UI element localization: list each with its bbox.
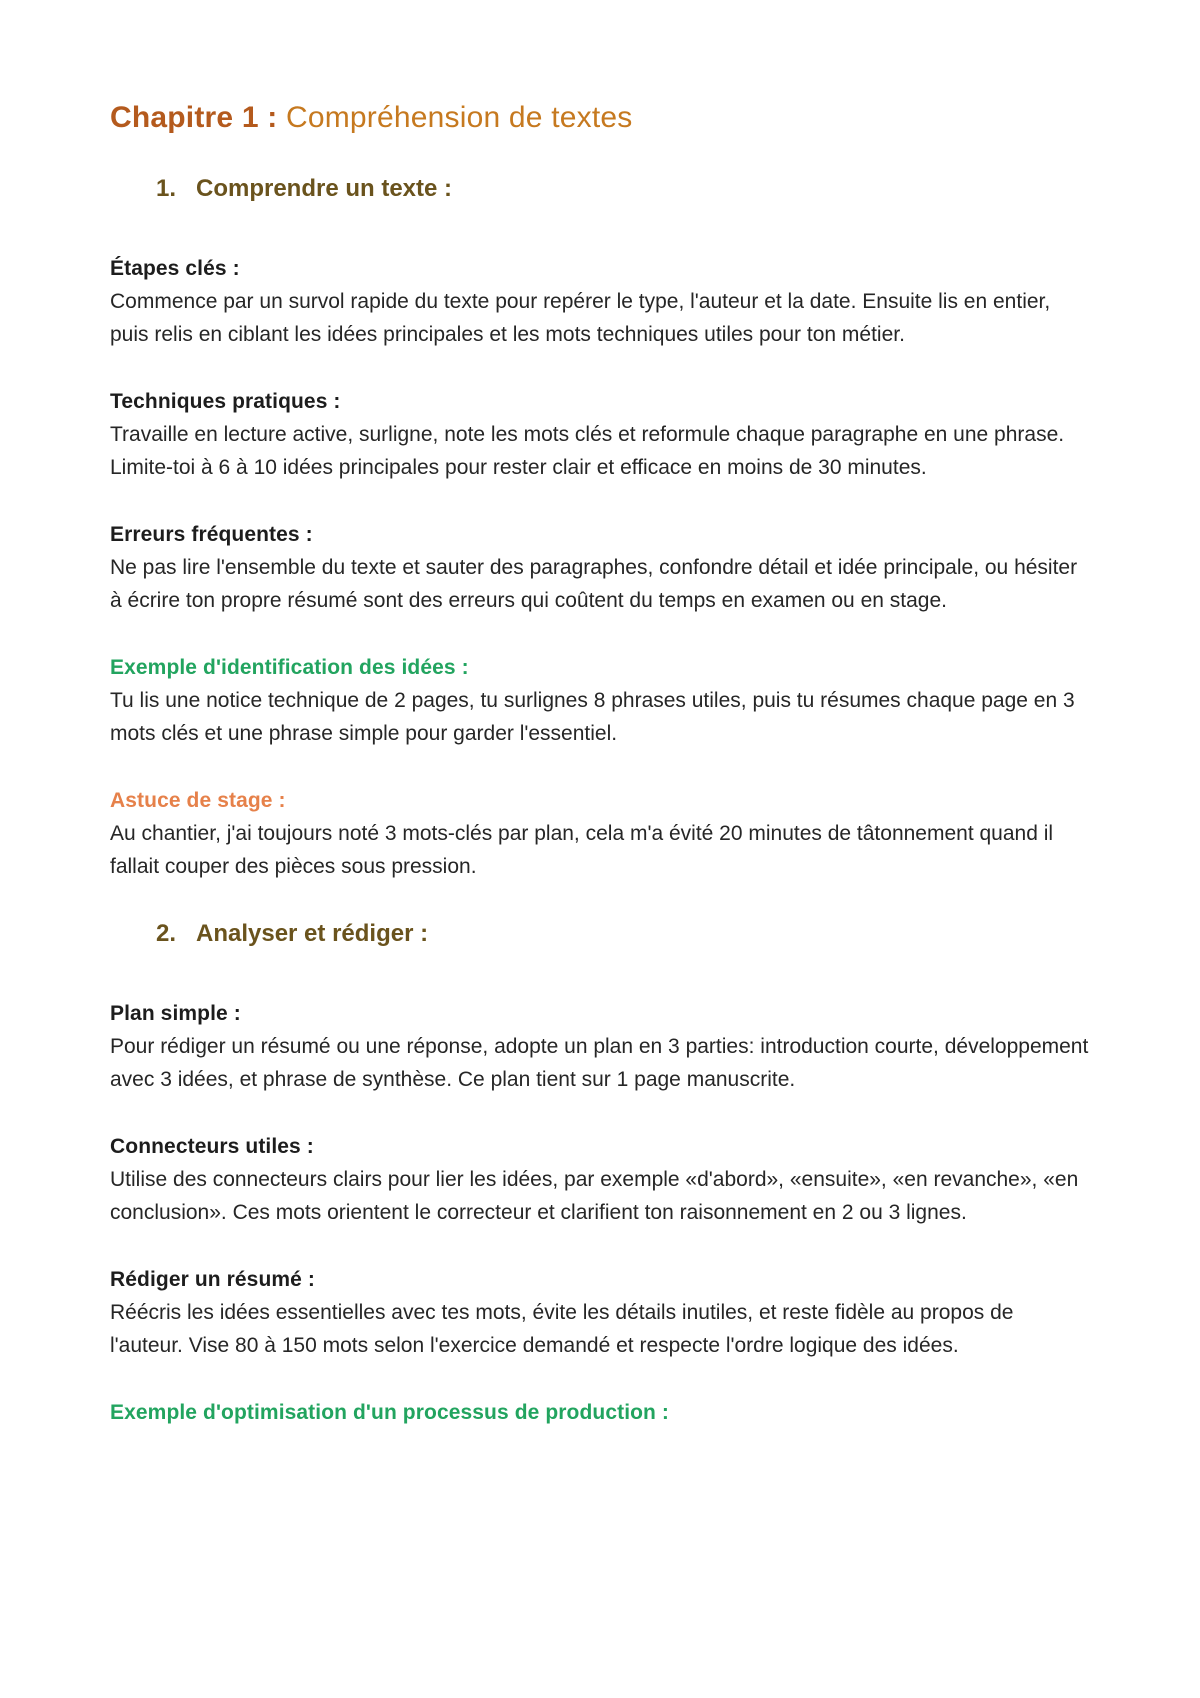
block-paragraph: Ne pas lire l'ensemble du texte et sauter des paragraphes, confondre détail et idée principale, ou hésiter à écrire ton propre résumé sont des erreurs qui coûtent du temps en examen ou en stage. <box>110 556 1078 612</box>
block-paragraph: Réécris les idées essentielles avec tes mots, évite les détails inutiles, et reste fidèle au propos de l'auteur. Vise 80 à 150 mots selon l'exercice demandé et respecte l'ordre logique des idées. <box>110 1301 1014 1357</box>
section-2-number: 2. <box>156 920 177 947</box>
section-heading-1 <box>156 172 1090 206</box>
block-plan-simple <box>110 997 1090 1096</box>
block-label: Étapes clés : <box>110 257 240 280</box>
section-2-label: Analyser et rédiger : <box>196 920 429 947</box>
block-paragraph: Tu lis une notice technique de 2 pages, tu surlignes 8 phrases utiles, puis tu résumes chaque page en 3 mots clés et une phrase simple pour garder l'essentiel. <box>110 689 1075 745</box>
block-paragraph: Au chantier, j'ai toujours noté 3 mots-clés par plan, cela m'a évité 20 minutes de tâtonnement quand il fallait couper des pièces sous pression. <box>110 822 1054 878</box>
block-rediger-un-resume <box>110 1263 1090 1362</box>
block-label-green: Exemple d'optimisation d'un processus de production : <box>110 1401 670 1424</box>
section-1-label: Comprendre un texte : <box>196 175 453 202</box>
section-heading-2 <box>156 917 1090 951</box>
block-paragraph: Utilise des connecteurs clairs pour lier les idées, par exemple «d'abord», «ensuite», «en revanche», «en conclusion». Ces mots orientent le correcteur et clarifient ton raisonnement en 2 ou 3 lignes. <box>110 1168 1079 1224</box>
page-title <box>110 100 1090 136</box>
block-etapes-cles <box>110 252 1090 351</box>
block-label: Rédiger un résumé : <box>110 1268 315 1291</box>
block-astuce-de-stage <box>110 784 1090 883</box>
block-paragraph: Pour rédiger un résumé ou une réponse, adopte un plan en 3 parties: introduction courte, développement avec 3 idées, et phrase de synthèse. Ce plan tient sur 1 page manuscrite. <box>110 1035 1089 1091</box>
block-label: Techniques pratiques : <box>110 390 341 413</box>
block-exemple-optimisation <box>110 1396 1090 1429</box>
block-erreurs-frequentes <box>110 518 1090 617</box>
block-label-orange: Astuce de stage : <box>110 789 286 812</box>
block-label: Plan simple : <box>110 1002 241 1025</box>
block-exemple-identification <box>110 651 1090 750</box>
section-1-number: 1. <box>156 175 177 202</box>
block-connecteurs-utiles <box>110 1130 1090 1229</box>
block-label-green: Exemple d'identification des idées : <box>110 656 469 679</box>
block-paragraph: Travaille en lecture active, surligne, note les mots clés et reformule chaque paragraphe en une phrase. Limite-toi à 6 à 10 idées principales pour rester clair et efficace en moins de 30 minutes. <box>110 423 1065 479</box>
chapter-title-text: Compréhension de textes <box>285 101 633 134</box>
block-techniques-pratiques <box>110 385 1090 484</box>
chapter-number-label: Chapitre 1 : <box>110 101 278 134</box>
block-label: Connecteurs utiles : <box>110 1135 314 1158</box>
block-label: Erreurs fréquentes : <box>110 523 313 546</box>
block-paragraph: Commence par un survol rapide du texte pour repérer le type, l'auteur et la date. Ensuite lis en entier, puis relis en ciblant les idées principales et les mots techniques utiles pour ton métier. <box>110 290 1051 346</box>
